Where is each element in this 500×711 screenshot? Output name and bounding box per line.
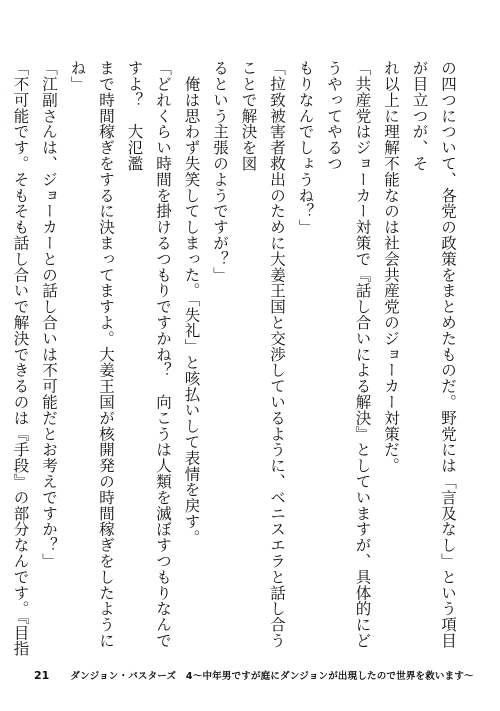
text-line: 「拉致被害者救出のために大姜王国と交渉しているように、ベニスエラと話し合うことで解決を図 [239,60,286,649]
page-number: 21 [34,669,50,682]
book-title: ダンジョン・バスターズ 4～中年男ですが庭にダンジョンが出現したので世界を救います～ [70,671,474,682]
text-line: 俺は思わず失笑してしまった。「失礼」と咳払いして表情を戻す。 [182,60,201,546]
text-line: もりなんでしょうね？」 [296,60,315,235]
text-line: の四つについて、各党の政策をまとめたものだ。野党には「言及なし」という項目が目立つが、そ [410,60,457,649]
text-line: れ以上に理解不能なのは社会共産党のジョーカー対策だ。 [382,60,400,474]
page-footer [34,668,474,686]
vertical-text-body [11,60,462,660]
text-line: 「どれくらい時間を掛けるつもりですかね？ 向こうは人類を滅ぼすつもりなんですよ？ 大氾濫 [125,60,172,649]
text-line: 「共産党はジョーカー対策で『話し合いによる解決』としていますが、具体的にどうやってやるつ [325,60,372,649]
text-line: 「不可能です。そもそも話し合いで解決できるのは『手段』の部分なんです。『目指 [11,60,30,657]
text-line: るという主張のようですが？」 [211,60,229,283]
text-line: まで時間稼ぎをするに決まってますよ。大姜王国が核開発の時間稼ぎをしたようにね」 [68,60,115,649]
text-line: 「江副さんは、ジョーカーとの話し合いは不可能だとお考えですか？」 [40,60,58,569]
